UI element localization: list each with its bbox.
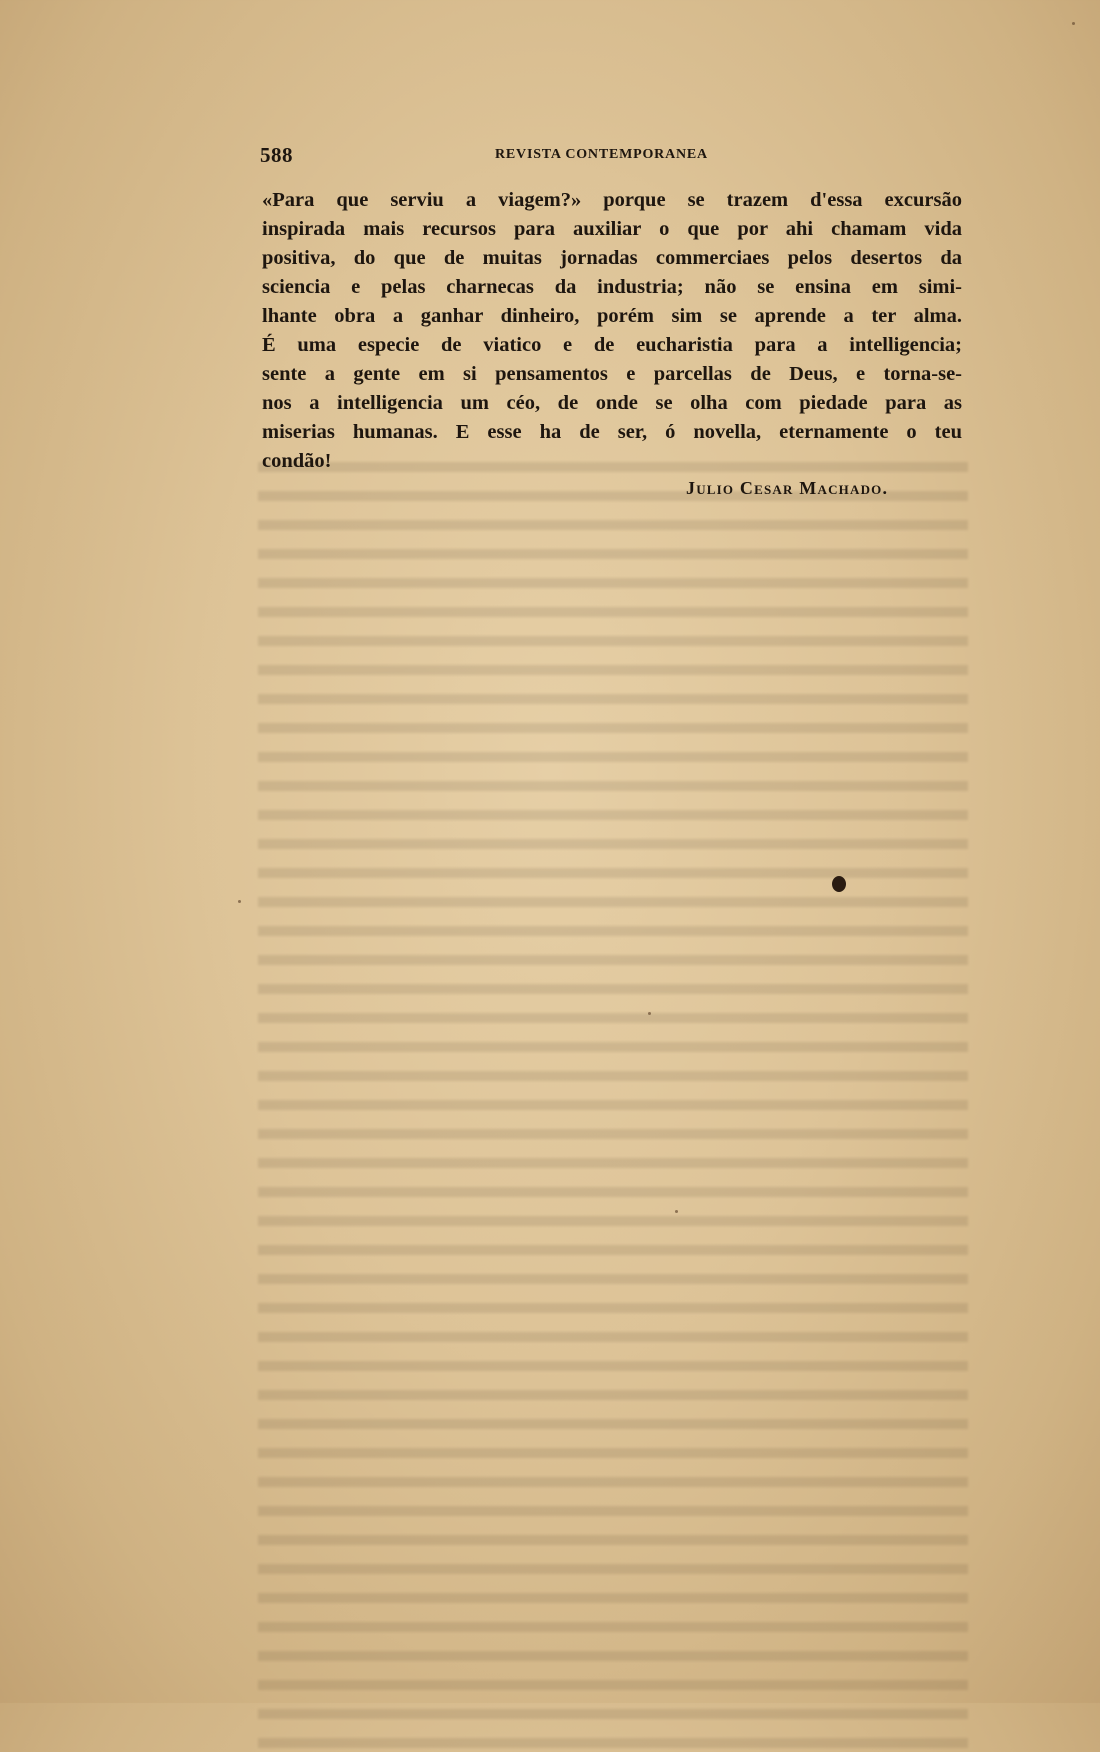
text-line: condão! <box>262 450 332 472</box>
paper-speck <box>648 1012 651 1015</box>
text-line: sente a gente em si pensamentos e parcellas de Deus, e torna-se- <box>262 363 962 385</box>
text-line: sciencia e pelas charnecas da industria; não se ensina em simi- <box>262 276 962 298</box>
text-line: miserias humanas. E esse ha de ser, ó novella, eternamente o teu <box>262 421 962 443</box>
text-line: É uma especie de viatico e de eucharistia para a intelligencia; <box>262 334 962 356</box>
page-number: 588 <box>260 143 293 167</box>
text-line: inspirada mais recursos para auxiliar o que por ahi chamam vida <box>262 218 962 240</box>
paper-speck <box>238 900 241 903</box>
ink-blot <box>832 876 846 892</box>
body-paragraph <box>262 186 962 476</box>
text-line: «Para que serviu a viagem?» porque se trazem d'essa excursão <box>262 189 962 211</box>
text-line: positiva, do que de muitas jornadas commerciaes pelos desertos da <box>262 247 962 269</box>
show-through-text <box>258 452 968 1752</box>
text-line: lhante obra a ganhar dinheiro, porém sim se aprende a ter alma. <box>262 305 962 327</box>
paper-speck <box>1072 22 1075 25</box>
text-line: nos a intelligencia um céo, de onde se olha com piedade para as <box>262 392 962 414</box>
running-title: REVISTA CONTEMPORANEA <box>495 147 708 162</box>
author-signature: Julio Cesar Machado. <box>686 478 889 498</box>
page-header <box>260 143 960 167</box>
paper-speck <box>675 1210 678 1213</box>
